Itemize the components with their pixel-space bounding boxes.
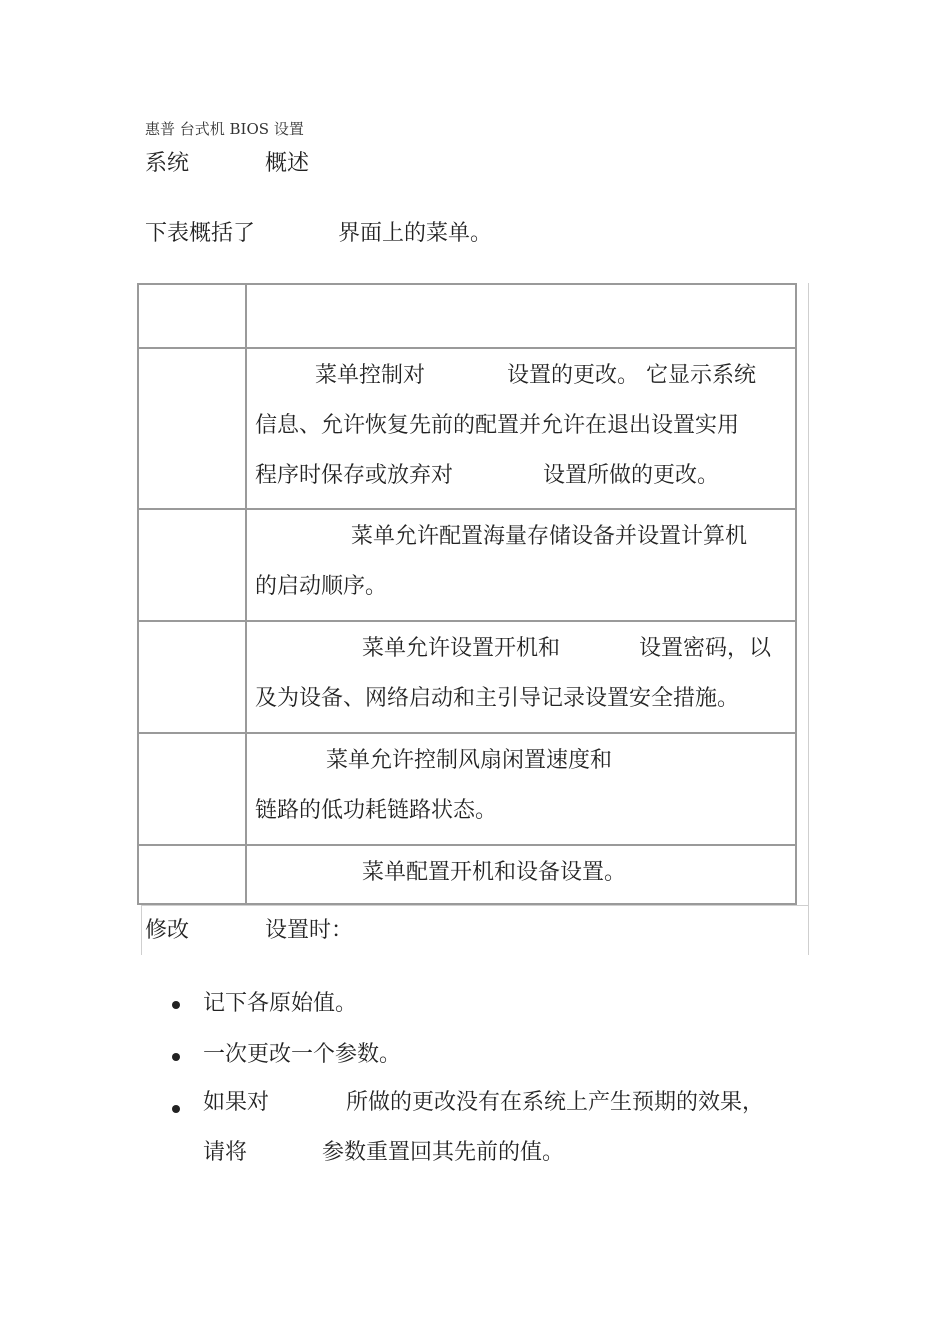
table-row-empty [139, 285, 795, 347]
menu-table [137, 283, 797, 905]
description-line: 及为设备、网络启动和主引导记录设置安全措施。 [255, 686, 740, 711]
menu-description-cell [249, 510, 795, 620]
table-frame-left [141, 905, 142, 955]
table-row-security-menu [139, 620, 795, 732]
table-row-main-menu [139, 347, 795, 508]
menu-name-cell [139, 622, 247, 732]
tip-item: 如果对 [203, 1090, 270, 1115]
description-line: 菜单配置开机和设备设置。 [362, 860, 627, 885]
intro-text: 下表概括了 [145, 221, 256, 246]
tip-item-line2: 请将 [203, 1140, 248, 1165]
tip-item-continued: 所做的更改没有在系统上产生预期的效果， [346, 1090, 765, 1115]
menu-description-cell [249, 622, 795, 732]
menu-description-cell [249, 846, 795, 903]
menu-name-cell [139, 846, 247, 903]
menu-name-cell [139, 285, 247, 347]
menu-name-cell [139, 349, 247, 508]
document-header: 惠普 台式机 BIOS 设置 [145, 120, 304, 138]
menu-name-cell [139, 510, 247, 620]
table-row-storage-menu [139, 508, 795, 620]
bullet-icon [172, 1001, 180, 1009]
table-row-power-menu [139, 732, 795, 844]
table-frame-right [808, 283, 809, 955]
description-line: 程序时保存或放弃对 [255, 463, 454, 488]
section-title: 系统 [145, 151, 190, 176]
bullet-icon [172, 1105, 180, 1113]
tip-item: 一次更改一个参数。 [203, 1042, 402, 1067]
description-line: 菜单允许控制风扇闲置速度和 [326, 748, 613, 773]
tip-item-line2-continued: 参数重置回其先前的值。 [322, 1140, 565, 1165]
menu-name-cell [139, 734, 247, 844]
description-line: 菜单控制对 [315, 363, 426, 388]
section-title-continued: 概述 [265, 151, 310, 176]
intro-text-continued: 界面上的菜单。 [338, 221, 493, 246]
table-frame-bottom [141, 905, 808, 906]
description-line: 设置密码，以 [639, 636, 772, 661]
note-text: 修改 [145, 918, 190, 943]
table-row-advanced-menu [139, 844, 795, 903]
description-line: 的启动顺序。 [255, 574, 388, 599]
description-line: 信息、允许恢复先前的配置并允许在退出设置实用 [255, 413, 740, 438]
description-line: 设置所做的更改。 [543, 463, 720, 488]
menu-description-cell [249, 734, 795, 844]
menu-description-cell [249, 285, 795, 347]
description-line: 链路的低功耗链路状态。 [255, 798, 498, 823]
description-line: 设置的更改。 它显示系统 [507, 363, 756, 388]
menu-description-cell [249, 349, 795, 508]
description-line: 菜单允许设置开机和 [362, 636, 561, 661]
note-text-continued: 设置时： [265, 918, 354, 943]
bullet-icon [172, 1053, 180, 1061]
description-line: 菜单允许配置海量存储设备并设置计算机 [351, 524, 748, 549]
tip-item: 记下各原始值。 [203, 991, 358, 1016]
